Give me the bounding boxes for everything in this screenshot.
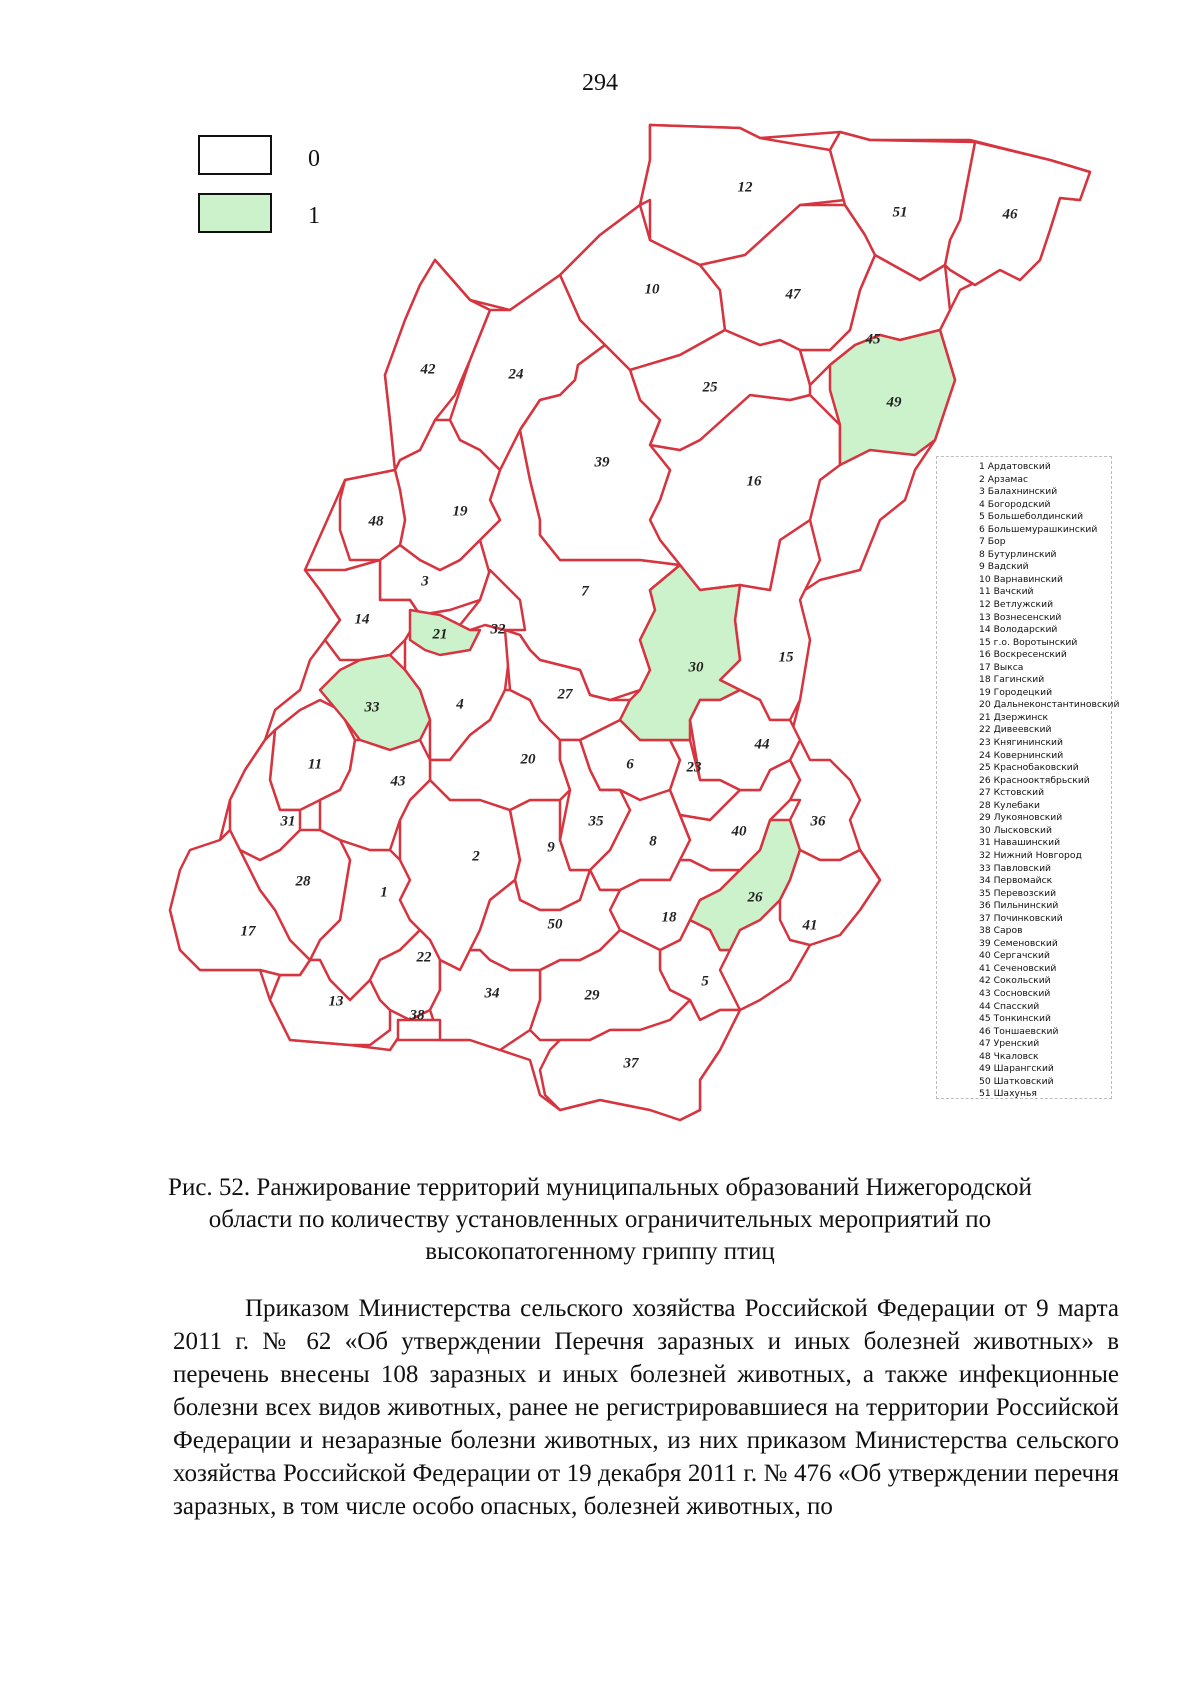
page-number: 294: [582, 70, 618, 96]
key-list-item: 33 Павловский: [979, 862, 1052, 874]
key-list-item: 36 Пильнинский: [979, 900, 1059, 912]
key-list-item: 43 Сосновский: [979, 987, 1051, 999]
region-label-32: 32: [490, 621, 506, 638]
region-label-23: 23: [686, 759, 702, 776]
region-label-25: 25: [702, 379, 718, 396]
region-label-9: 9: [547, 839, 555, 856]
region-label-4: 4: [456, 696, 464, 713]
region-label-39: 39: [594, 454, 610, 471]
region-label-7: 7: [581, 583, 589, 600]
region-label-34: 34: [484, 985, 500, 1002]
key-list-item: 7 Бор: [979, 536, 1006, 548]
key-list-item: 2 Арзамас: [979, 473, 1029, 485]
key-list-item: 14 Володарский: [979, 624, 1058, 636]
region-label-46: 46: [1002, 206, 1018, 223]
key-list-item: 24 Ковернинский: [979, 749, 1064, 761]
region-label-13: 13: [328, 993, 344, 1010]
region-label-5: 5: [701, 973, 709, 990]
legend-label-0: 0: [308, 146, 320, 172]
region-label-35: 35: [588, 813, 604, 830]
region-label-33: 33: [364, 699, 380, 716]
legend-label-1: 1: [308, 203, 320, 229]
region-label-10: 10: [644, 281, 660, 298]
key-list-item: 28 Кулебаки: [979, 799, 1040, 811]
key-list-item: 4 Богородский: [979, 498, 1051, 510]
region-label-22: 22: [416, 949, 432, 966]
key-list-item: 1 Ардатовский: [979, 461, 1051, 472]
key-list-item: 27 Кстовский: [979, 787, 1045, 799]
key-list-item: 12 Ветлужский: [979, 599, 1054, 611]
key-list-item: 34 Первомайск: [979, 875, 1053, 887]
key-list-item: 45 Тонкинский: [979, 1013, 1051, 1025]
key-list-item: 31 Навашинский: [979, 837, 1061, 849]
region-label-20: 20: [520, 751, 536, 768]
region-label-28: 28: [295, 873, 311, 890]
key-list-item: 21 Дзержинск: [979, 711, 1049, 723]
body-paragraph: Приказом Министерства сельского хозяйства Российской Федерации от 9 марта 2011 г. № 62 «Об утверждении Перечня заразных и иных болезней животных» в перечень внесены 108 заразных и иных болезней животных, а также инфекционные болезни всех видов животных, ранее не регистрировавшиеся на территории Российской Федерации и незаразные болезни животных, из них приказом Министерства сельского хозяйства Российской Федерации от 19 декабря 2011 г. № 476 «Об утверждении перечня заразных, в том числе особо опасных, болезней животных, по: [173, 1295, 1119, 1520]
region-label-38: 38: [409, 1007, 425, 1024]
region-label-11: 11: [307, 756, 323, 773]
key-list-item: 29 Лукояновский: [979, 812, 1063, 824]
region-label-36: 36: [810, 813, 826, 830]
region-label-51: 51: [892, 204, 908, 221]
key-list-item: 40 Сергачский: [979, 950, 1050, 962]
region-label-21: 21: [432, 626, 448, 643]
region-key-list: [936, 456, 1120, 1100]
region-label-30: 30: [688, 659, 704, 676]
region-label-42: 42: [420, 361, 436, 378]
region-label-47: 47: [785, 286, 801, 303]
key-list-item: 18 Гагинский: [979, 674, 1045, 686]
key-list-item: 41 Сеченовский: [979, 962, 1057, 974]
key-list-item: 47 Уренский: [979, 1038, 1040, 1050]
region-label-14: 14: [354, 611, 370, 628]
region-label-50: 50: [547, 916, 563, 933]
key-list-item: 26 Краснооктябрьский: [979, 774, 1090, 786]
key-list-item: 15 г.о. Воротынский: [979, 636, 1078, 648]
region-36: [790, 740, 860, 860]
region-label-40: 40: [731, 823, 747, 840]
region-label-18: 18: [661, 909, 677, 926]
region-label-26: 26: [747, 889, 763, 906]
key-list-item: 23 Княгининский: [979, 737, 1063, 749]
key-list-item: 6 Большемурашкинский: [979, 523, 1098, 535]
region-label-15: 15: [778, 649, 794, 666]
key-list-item: 3 Балахнинский: [979, 486, 1058, 498]
region-label-43: 43: [390, 773, 406, 790]
region-label-37: 37: [623, 1055, 639, 1072]
key-list-item: 30 Лысковский: [979, 824, 1052, 836]
key-list-item: 51 Шахунья: [979, 1088, 1037, 1100]
key-list-item: 22 Дивеевский: [979, 724, 1052, 736]
region-label-2: 2: [472, 848, 480, 865]
key-list-item: 10 Варнавинский: [979, 573, 1063, 585]
key-list-item: 50 Шатковский: [979, 1075, 1054, 1087]
figure-caption: Рис. 52. Ранжирование территорий муниципальных образований Нижегородской области по количеству установленных ограничительных мероприятий по высокопатогенному гриппу птиц: [168, 1174, 1032, 1265]
key-list-item: 16 Воскресенский: [979, 649, 1067, 661]
region-label-41: 41: [802, 917, 818, 934]
region-label-19: 19: [452, 503, 468, 520]
region-label-31: 31: [280, 813, 296, 830]
region-label-6: 6: [626, 756, 634, 773]
region-label-45: 45: [865, 331, 881, 348]
key-list-item: 25 Краснобаковский: [979, 762, 1079, 774]
key-list-item: 5 Большеболдинский: [979, 511, 1084, 523]
key-list-item: 42 Сокольский: [979, 975, 1051, 987]
key-list-item: 13 Вознесенский: [979, 611, 1062, 623]
key-list-item: 11 Вачский: [979, 586, 1034, 598]
key-list-item: 46 Тоншаевский: [979, 1025, 1059, 1037]
region-label-1: 1: [380, 884, 388, 901]
key-list-item: 39 Семеновский: [979, 937, 1058, 949]
region-label-17: 17: [240, 923, 256, 940]
region-label-24: 24: [508, 366, 524, 383]
key-list-item: 32 Нижний Новгород: [979, 849, 1082, 861]
region-label-27: 27: [557, 686, 573, 703]
region-label-29: 29: [584, 987, 600, 1004]
region-label-3: 3: [421, 573, 429, 590]
region-label-16: 16: [746, 473, 762, 490]
key-list-item: 35 Перевозский: [979, 887, 1057, 899]
region-41: [780, 850, 880, 945]
region-label-44: 44: [754, 736, 770, 753]
key-list-item: 44 Спасский: [979, 1000, 1040, 1012]
key-list-item: 9 Вадский: [979, 561, 1029, 573]
key-list-item: 38 Саров: [979, 925, 1023, 937]
key-list-item: 20 Дальнеконстантиновский: [979, 699, 1120, 711]
key-list-item: 17 Выкса: [979, 661, 1024, 673]
key-list-item: 37 Починковский: [979, 912, 1063, 924]
key-list-item: 49 Шарангский: [979, 1063, 1054, 1075]
region-label-12: 12: [737, 179, 753, 196]
region-label-49: 49: [886, 394, 902, 411]
key-list-item: 19 Городецкий: [979, 686, 1053, 698]
key-list-item: 8 Бутурлинский: [979, 548, 1057, 560]
region-label-8: 8: [649, 833, 657, 850]
key-list-item: 48 Чкаловск: [979, 1050, 1039, 1062]
region-label-48: 48: [368, 513, 384, 530]
